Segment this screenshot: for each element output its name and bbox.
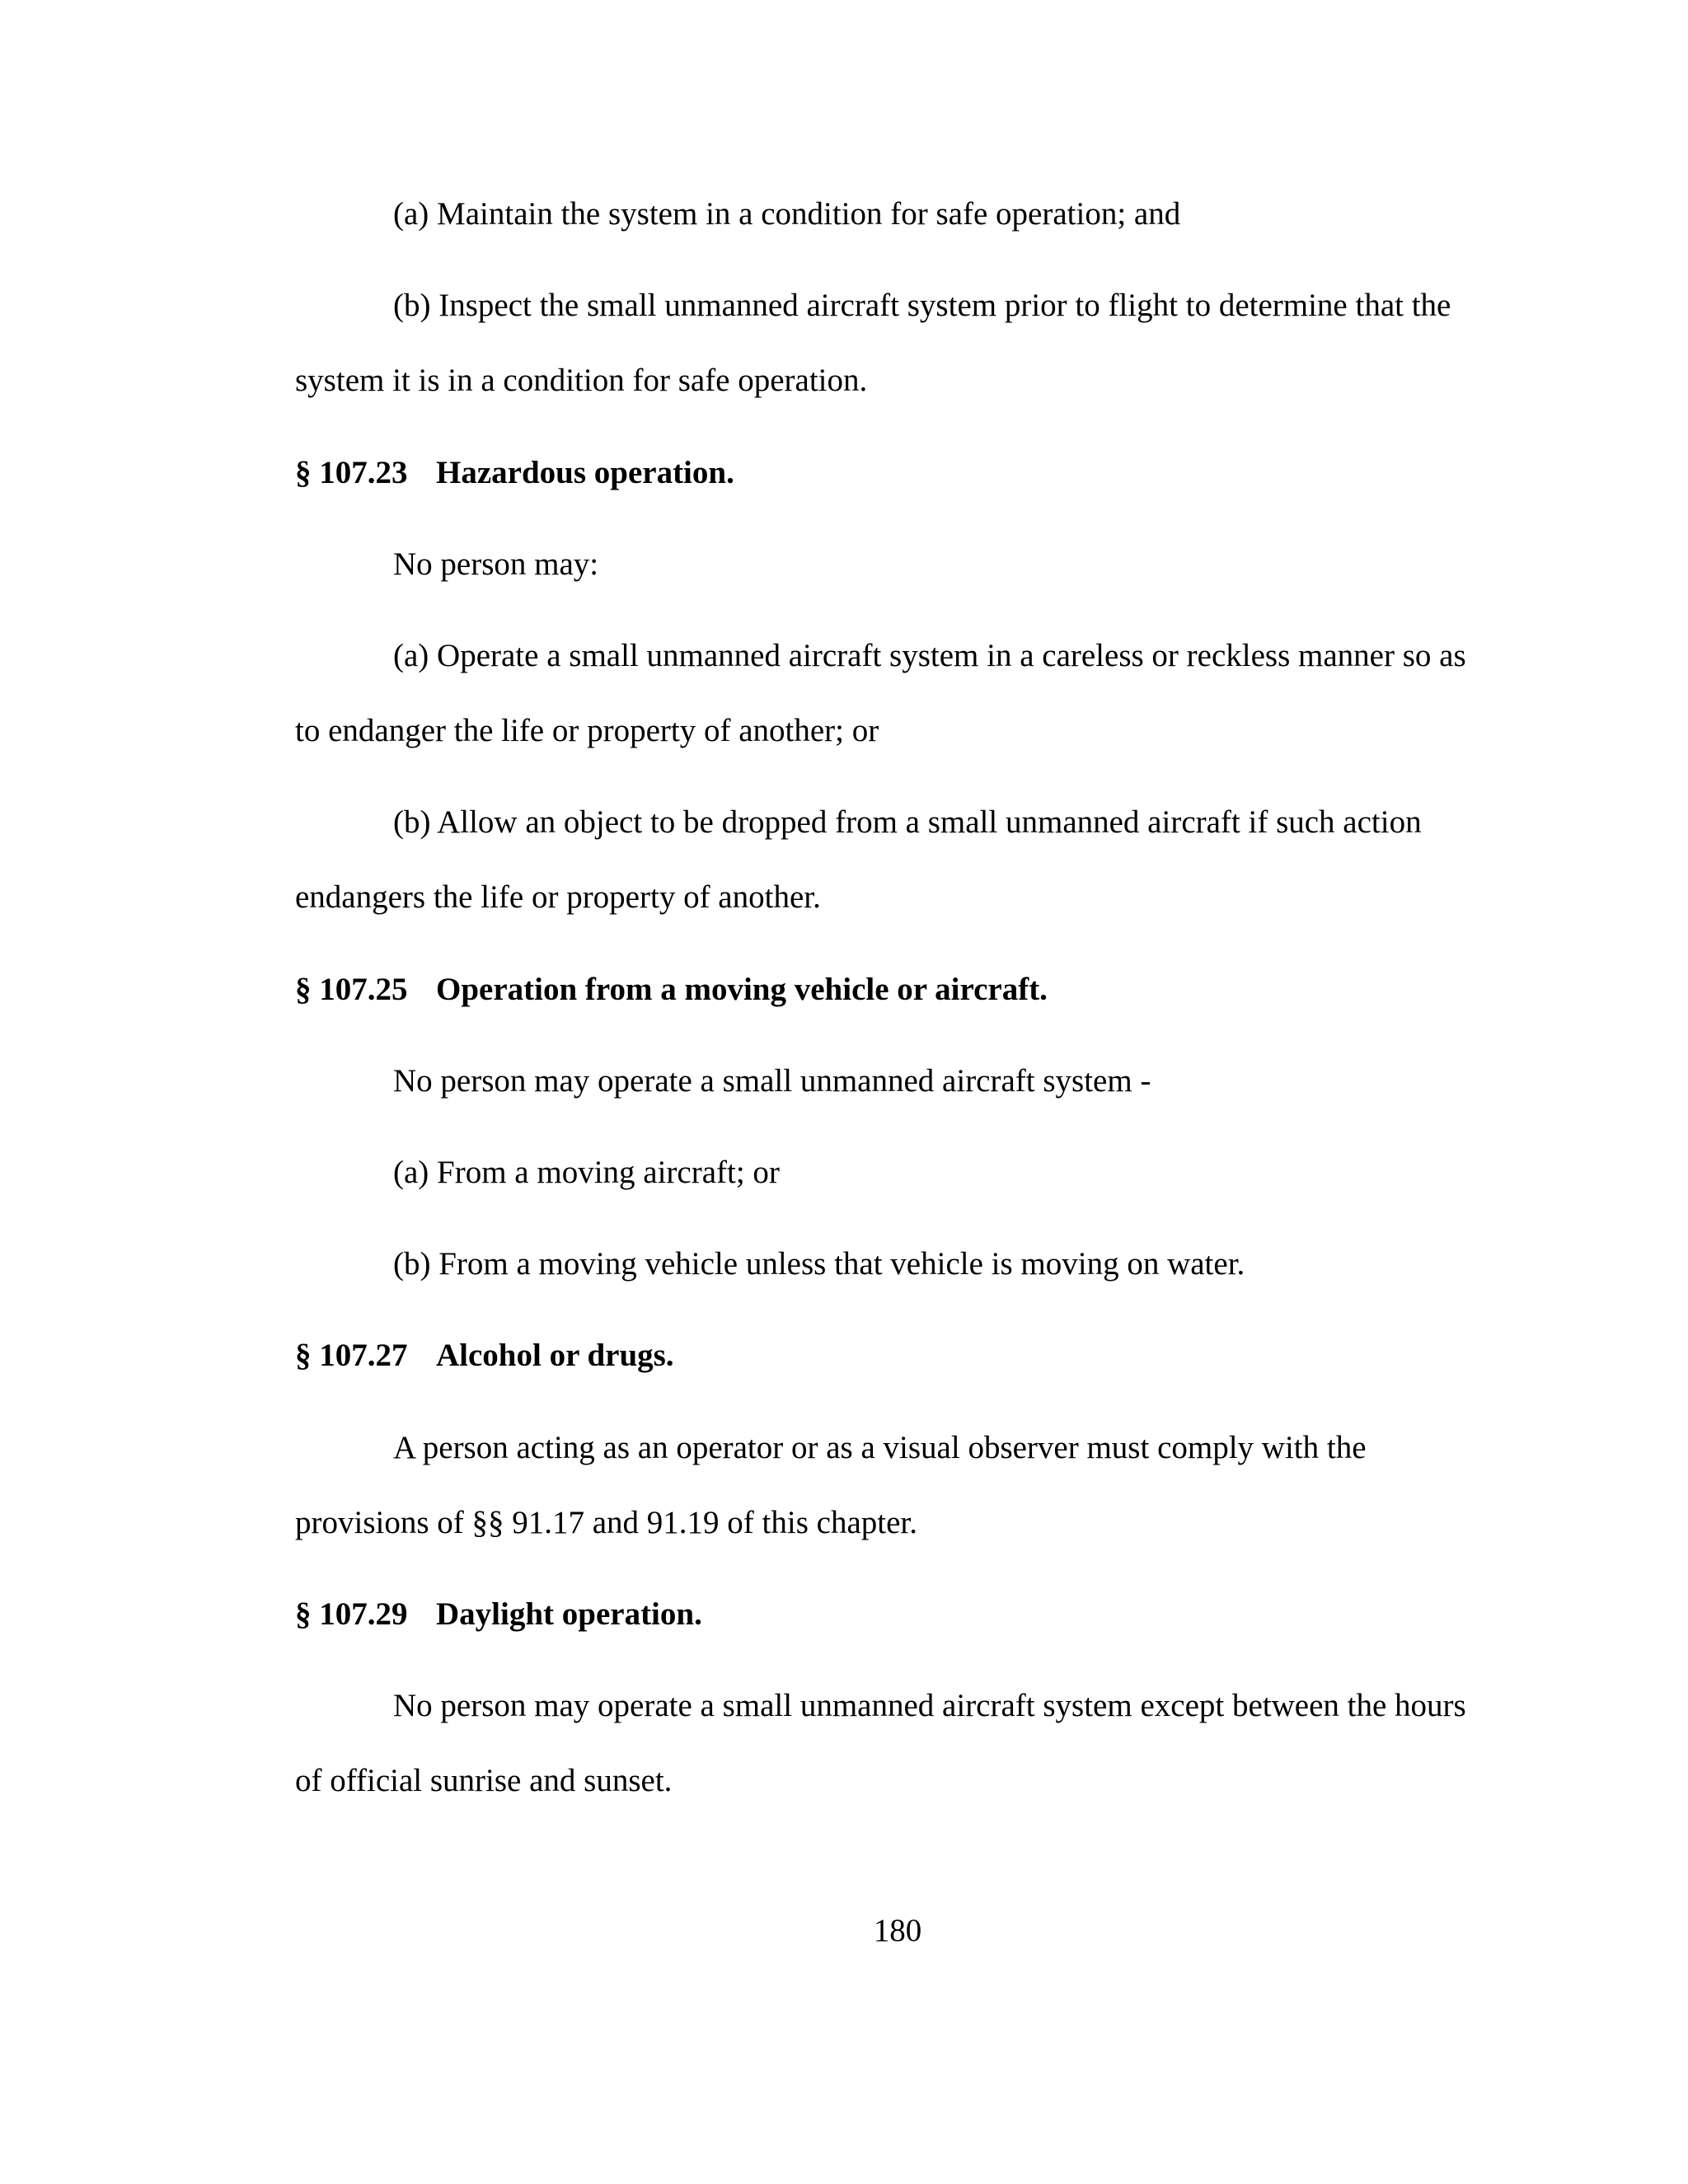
paragraph-moving-vehicle: (b) From a moving vehicle unless that vehicle is moving on water.	[393, 1246, 1245, 1282]
paragraph-inspect-line-2: system it is in a condition for safe operation.	[295, 363, 868, 398]
paragraph-dropped-object-line-1: (b) Allow an object to be dropped from a small unmanned aircraft if such action	[393, 804, 1422, 840]
paragraph-maintain-system: (a) Maintain the system in a condition for safe operation; and	[393, 196, 1181, 232]
section-heading-107-29	[295, 1596, 702, 1633]
section-heading-107-23	[295, 454, 734, 492]
section-number: § 107.27	[295, 1338, 408, 1373]
paragraph-moving-aircraft: (a) From a moving aircraft; or	[393, 1155, 780, 1190]
section-title: Alcohol or drugs.	[436, 1338, 674, 1373]
paragraph-alcohol-line-2: provisions of §§ 91.17 and 91.19 of this chapter.	[295, 1505, 917, 1540]
section-number: § 107.23	[295, 455, 408, 490]
paragraph-inspect-line-1: (b) Inspect the small unmanned aircraft system prior to flight to determine that the	[393, 288, 1451, 323]
section-title: Operation from a moving vehicle or aircraft.	[436, 972, 1048, 1007]
section-heading-107-25	[295, 971, 1048, 1009]
section-title: Daylight operation.	[436, 1596, 702, 1632]
section-title: Hazardous operation.	[436, 455, 734, 490]
paragraph-careless-line-2: to endanger the life or property of another; or	[295, 713, 879, 748]
page-number: 180	[873, 1913, 922, 1948]
paragraph-alcohol-line-1: A person acting as an operator or as a visual observer must comply with the	[393, 1430, 1367, 1465]
paragraph-daylight-line-1: No person may operate a small unmanned aircraft system except between the hours	[393, 1688, 1466, 1723]
paragraph-no-person-operate: No person may operate a small unmanned aircraft system -	[393, 1063, 1151, 1099]
paragraph-daylight-line-2: of official sunrise and sunset.	[295, 1763, 673, 1798]
paragraph-no-person-may: No person may:	[393, 546, 599, 582]
section-number: § 107.25	[295, 972, 408, 1007]
paragraph-dropped-object-line-2: endangers the life or property of another.	[295, 879, 821, 915]
section-number: § 107.29	[295, 1596, 408, 1632]
section-heading-107-27	[295, 1337, 674, 1375]
paragraph-careless-line-1: (a) Operate a small unmanned aircraft system in a careless or reckless manner so as	[393, 638, 1466, 673]
